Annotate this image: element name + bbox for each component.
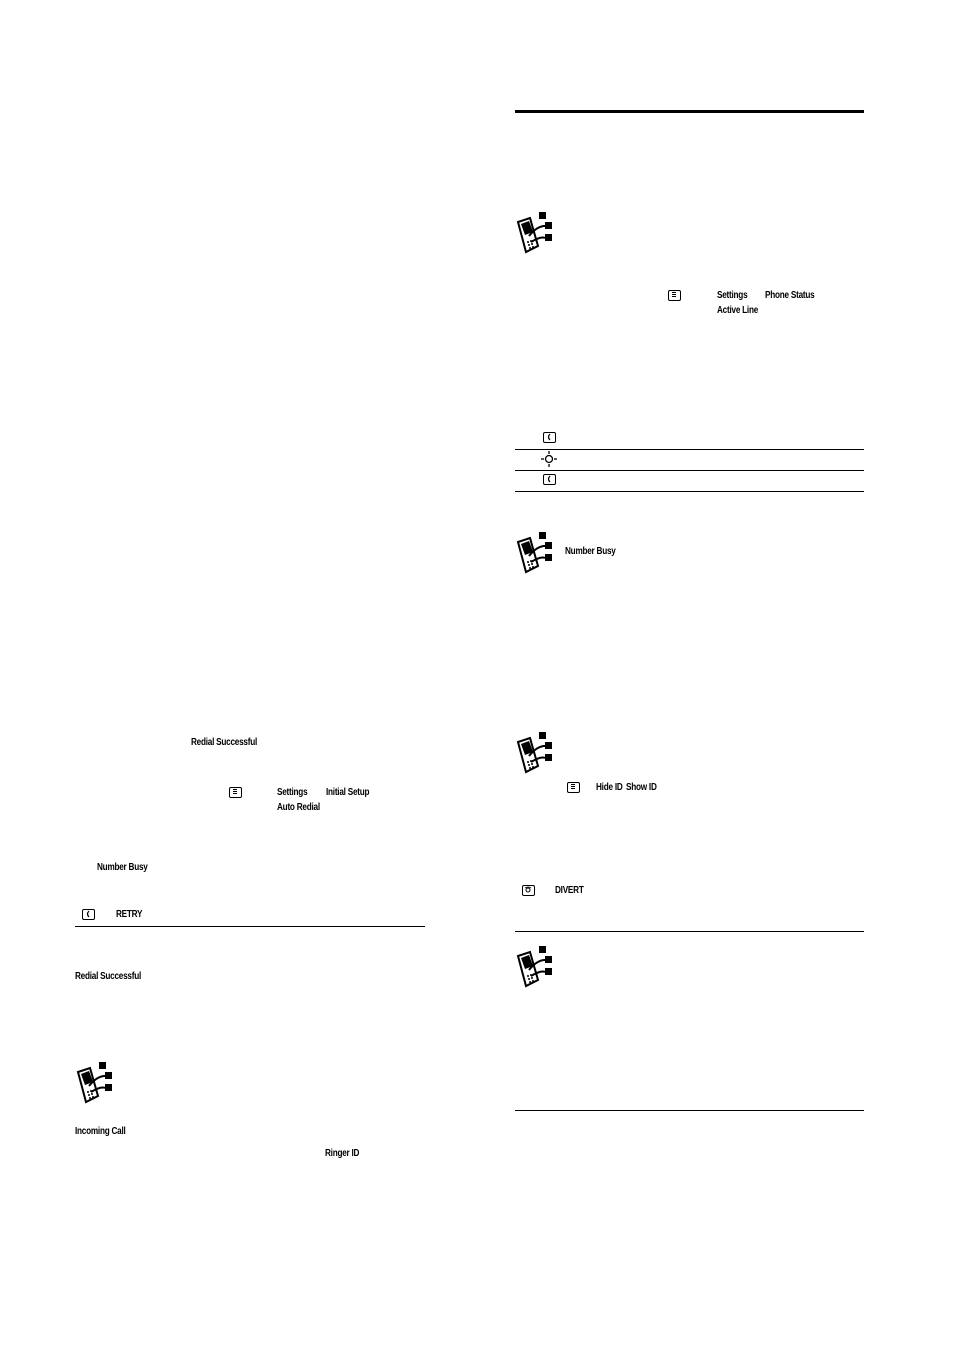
table-rule bbox=[75, 926, 425, 927]
send-key-icon bbox=[543, 474, 556, 485]
settings-label: Settings bbox=[717, 290, 748, 301]
network-feature-phone-icon bbox=[515, 212, 559, 256]
table-rule bbox=[515, 470, 864, 471]
divert-label: DIVERT bbox=[555, 885, 584, 896]
navigation-key-icon bbox=[541, 451, 557, 467]
redial-successful-label: Redial Successful bbox=[75, 971, 142, 982]
ringer-id-label: Ringer ID bbox=[325, 1148, 360, 1159]
number-busy-label: Number Busy bbox=[565, 546, 616, 557]
table-rule bbox=[515, 449, 864, 450]
network-feature-phone-icon bbox=[515, 946, 559, 990]
active-line-label: Active Line bbox=[717, 305, 759, 316]
menu-key-icon bbox=[567, 782, 580, 793]
network-feature-phone-icon bbox=[515, 732, 559, 776]
incoming-call-label: Incoming Call bbox=[75, 1126, 126, 1137]
section-rule bbox=[515, 931, 864, 932]
table-rule bbox=[515, 491, 864, 492]
settings-label: Settings bbox=[277, 787, 308, 798]
retry-label: RETRY bbox=[116, 909, 143, 920]
network-feature-phone-icon bbox=[515, 532, 559, 576]
phone-status-label: Phone Status bbox=[765, 290, 815, 301]
menu-key-icon bbox=[668, 290, 681, 301]
redial-successful-label: Redial Successful bbox=[191, 737, 258, 748]
show-id-label: Show ID bbox=[626, 782, 657, 793]
hide-id-label: Hide ID bbox=[596, 782, 623, 793]
number-busy-label: Number Busy bbox=[97, 862, 148, 873]
menu-key-icon bbox=[229, 787, 242, 798]
send-key-icon bbox=[543, 432, 556, 443]
auto-redial-label: Auto Redial bbox=[277, 802, 320, 813]
section-top-rule bbox=[515, 110, 864, 113]
network-feature-phone-icon bbox=[75, 1062, 119, 1106]
section-bottom-rule bbox=[515, 1110, 864, 1111]
smart-key-icon bbox=[522, 885, 535, 896]
send-key-icon bbox=[82, 909, 95, 920]
initial-setup-label: Initial Setup bbox=[326, 787, 370, 798]
